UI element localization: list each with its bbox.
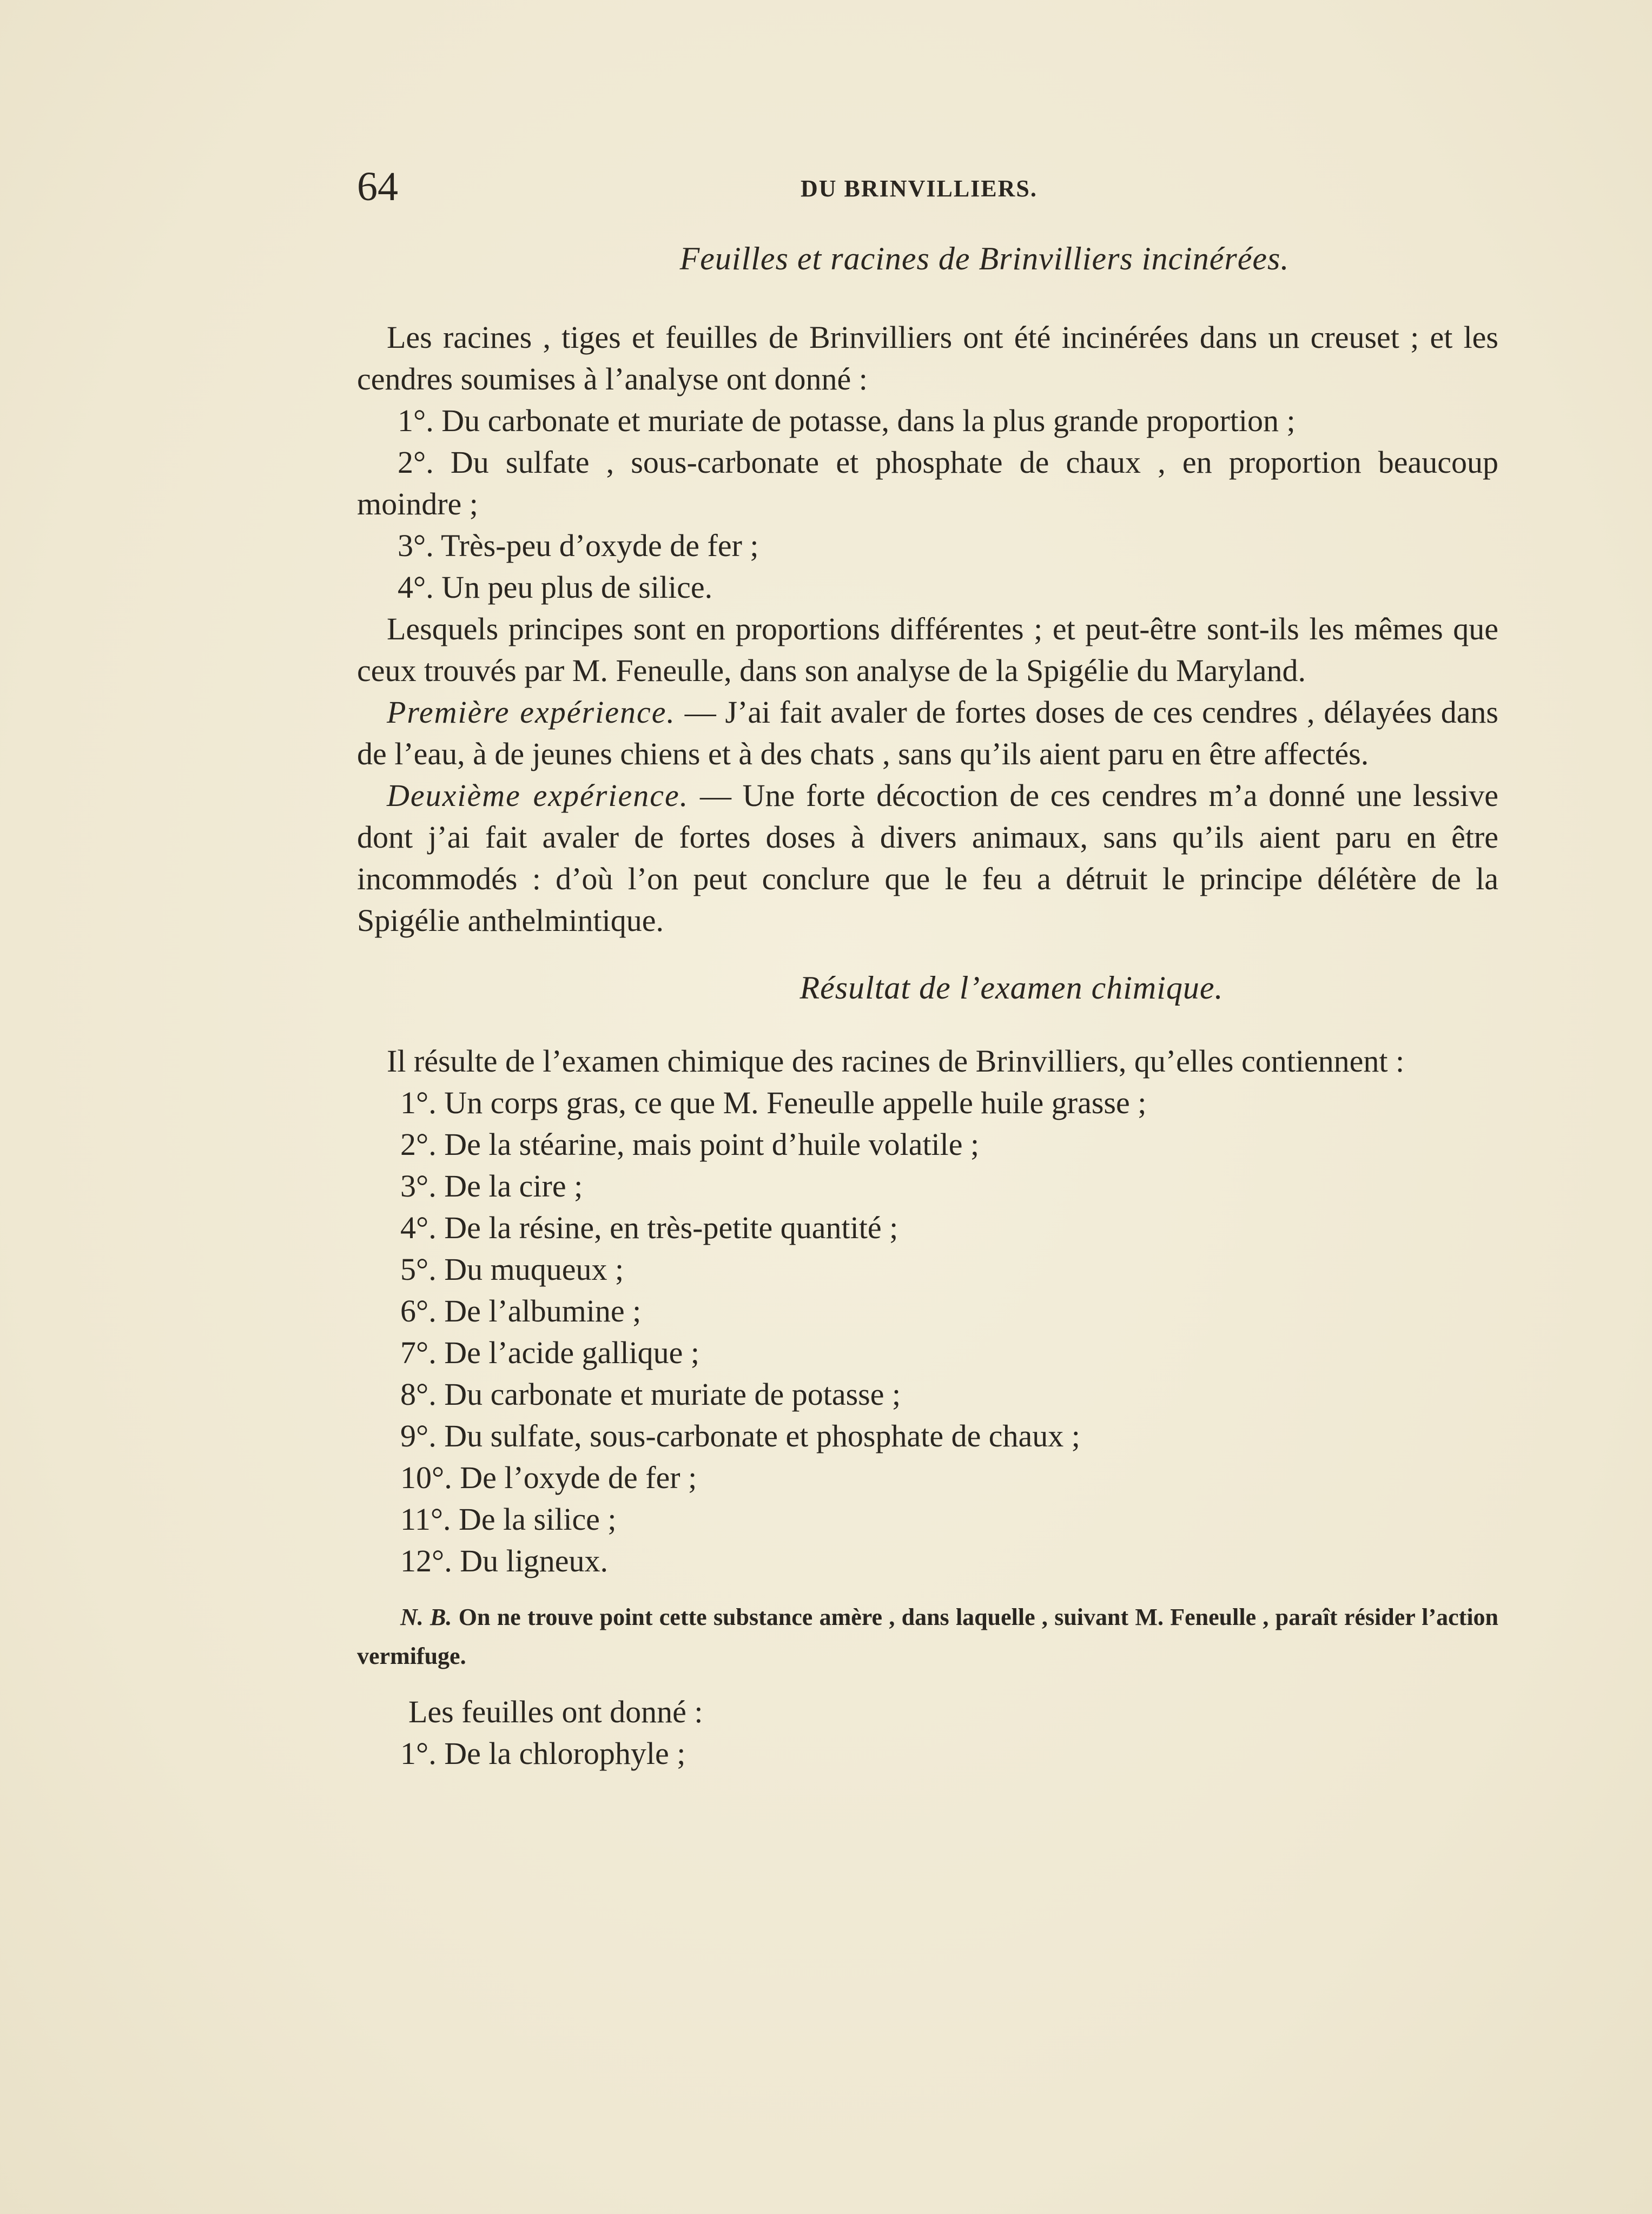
ashes-intro-paragraph: Les racines , tiges et feuilles de Brinvilliers ont été incinérées dans un creuset ; et les cendres soumises à l’analyse ont donné : — [357, 320, 1498, 396]
page-body — [357, 227, 1498, 1774]
list-item: 6°. De l’albumine ; — [400, 1293, 642, 1329]
second-experiment-label: Deuxième expérience. — [387, 778, 689, 813]
ashes-list-item-3: 3°. Très-peu d’oxyde de fer ; — [398, 528, 759, 563]
second-experiment-text: — Une forte décoction de ces cendres m’a donné une lessive dont j’ai fait avaler de fortes doses à divers animaux, sans qu’ils aient paru en être incommodés : d’où l’on peut conclure que le feu a détruit le principe délétère de la Spigélie anthelmintique. — [357, 778, 1498, 938]
list-item: 10°. De l’oxyde de fer ; — [400, 1460, 697, 1495]
first-experiment-text: — J’ai fait avaler de fortes doses de ces cendres , délayées dans de l’eau, à de jeunes chiens et à des chats , sans qu’ils aient paru en être affectés. — [357, 695, 1499, 771]
list-item: 4°. De la résine, en très-petite quantité ; — [400, 1210, 898, 1245]
list-item: 1°. Un corps gras, ce que M. Feneulle appelle huile grasse ; — [400, 1085, 1147, 1120]
page-number: 64 — [357, 164, 398, 209]
list-item: 3°. De la cire ; — [400, 1168, 583, 1204]
list-item: 7°. De l’acide gallique ; — [400, 1335, 700, 1370]
nota-bene-text: On ne trouve point cette substance amère , dans laquelle , suivant M. Feneulle , paraît résider l’action vermifuge. — [357, 1604, 1499, 1669]
ashes-list-item-1: 1°. Du carbonate et muriate de potasse, dans la plus grande proportion ; — [398, 403, 1296, 438]
nota-bene-note — [357, 1598, 1498, 1676]
section-title-ashes: Feuilles et racines de Brinvilliers incinérées. — [679, 241, 1290, 276]
list-item: 11°. De la silice ; — [400, 1502, 617, 1537]
nota-bene-label: N. B. — [400, 1604, 452, 1630]
chemical-components-list — [357, 1082, 1498, 1582]
ashes-list-item-4: 4°. Un peu plus de silice. — [398, 570, 713, 605]
leaves-intro: Les feuilles ont donné : — [408, 1694, 703, 1729]
running-head: DU BRINVILLIERS. — [801, 175, 1038, 202]
section-title-chemical-result: Résultat de l’examen chimique. — [799, 970, 1224, 1006]
page-header — [357, 162, 1342, 211]
list-item: 5°. Du muqueux ; — [400, 1252, 624, 1287]
list-item: 2°. De la stéarine, mais point d’huile volatile ; — [400, 1127, 980, 1162]
first-experiment-paragraph — [357, 691, 1498, 775]
list-item: 8°. Du carbonate et muriate de potasse ; — [400, 1377, 901, 1412]
ashes-conclusion-paragraph: Lesquels principes sont en proportions différentes ; et peut-être sont-ils les mêmes que ceux trouvés par M. Feneulle, dans son analyse de la Spigélie du Maryland. — [357, 611, 1498, 688]
chemical-intro-paragraph: Il résulte de l’examen chimique des racines de Brinvilliers, qu’elles contiennent : — [387, 1043, 1405, 1079]
list-item: 9°. Du sulfate, sous-carbonate et phosphate de chaux ; — [400, 1418, 1080, 1453]
leaves-list-item-1: 1°. De la chlorophyle ; — [400, 1736, 686, 1771]
second-experiment-paragraph — [357, 775, 1498, 941]
list-item: 12°. Du ligneux. — [400, 1543, 609, 1578]
first-experiment-label: Première expérience. — [387, 695, 676, 730]
ashes-list-item-2: 2°. Du sulfate , sous-carbonate et phosphate de chaux , en proportion beaucoup moindre ; — [357, 445, 1498, 521]
